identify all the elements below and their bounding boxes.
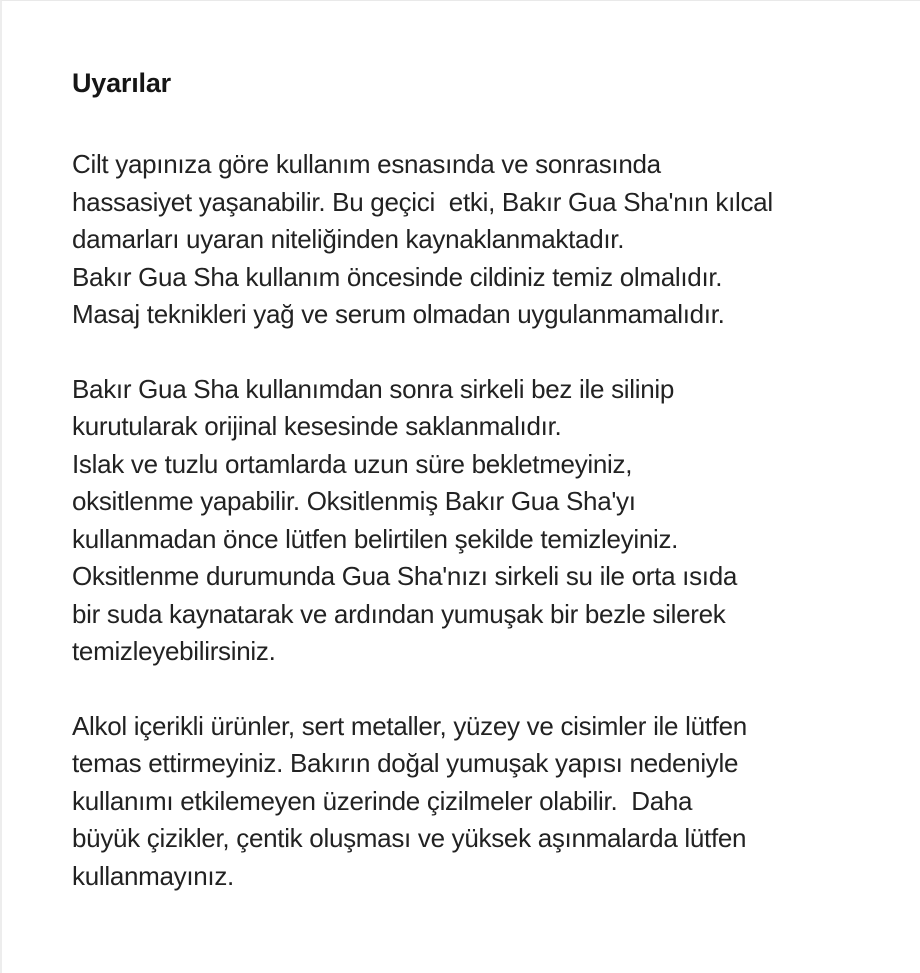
text-line: kurutularak orijinal kesesinde saklanmalıdır. (72, 411, 562, 441)
page-title: Uyarılar (72, 68, 171, 98)
text-line: Islak ve tuzlu ortamlarda uzun süre bekletmeyiniz, (72, 448, 633, 479)
text-line: kullanmayınız. (72, 860, 234, 891)
paragraph-cleaning-storage (72, 371, 864, 671)
text-line: Bakır Gua Sha kullanımdan sonra sirkeli bez ile silinip (72, 373, 675, 404)
text-line: kullanmadan önce lütfen belirtilen şekilde temizleyiniz. (72, 523, 679, 554)
text-line: kullanımı etkilemeyen üzerinde çizilmeler olabilir. Daha (72, 785, 693, 816)
text-line: temas ettirmeyiniz. Bakırın doğal yumuşak yapısı nedeniyle (72, 748, 739, 778)
text-line: temizleyebilirsiniz. (72, 636, 276, 666)
text-line: Oksitlenme durumunda Gua Sha'nızı sirkeli su ile orta ısıda (72, 561, 738, 591)
text-line: bir suda kaynatarak ve ardından yumuşak bir bezle silerek (72, 598, 726, 629)
document-page (2, 1, 920, 895)
text-line: büyük çizikler, çentik oluşması ve yüksek aşınmalarda lütfen (72, 823, 747, 853)
text-line: hassasiyet yaşanabilir. Bu geçici etki, Bakır Gua Sha'nın kılcal (72, 186, 773, 217)
paragraph-material-care (72, 708, 864, 896)
text-line: damarları uyaran niteliğinden kaynaklanmaktadır. (72, 224, 625, 254)
text-line: Masaj teknikleri yağ ve serum olmadan uygulanmamalıdır. (72, 299, 725, 329)
text-line: Alkol içerikli ürünler, sert metaller, yüzey ve cisimler ile lütfen (72, 710, 747, 741)
paragraph-skin-sensitivity (72, 146, 864, 334)
text-line: Cilt yapınıza göre kullanım esnasında ve sonrasında (72, 149, 661, 179)
text-line: Bakır Gua Sha kullanım öncesinde cildiniz temiz olmalıdır. (72, 261, 723, 292)
text-line: oksitlenme yapabilir. Oksitlenmiş Bakır Gua Sha'yı (72, 486, 636, 516)
